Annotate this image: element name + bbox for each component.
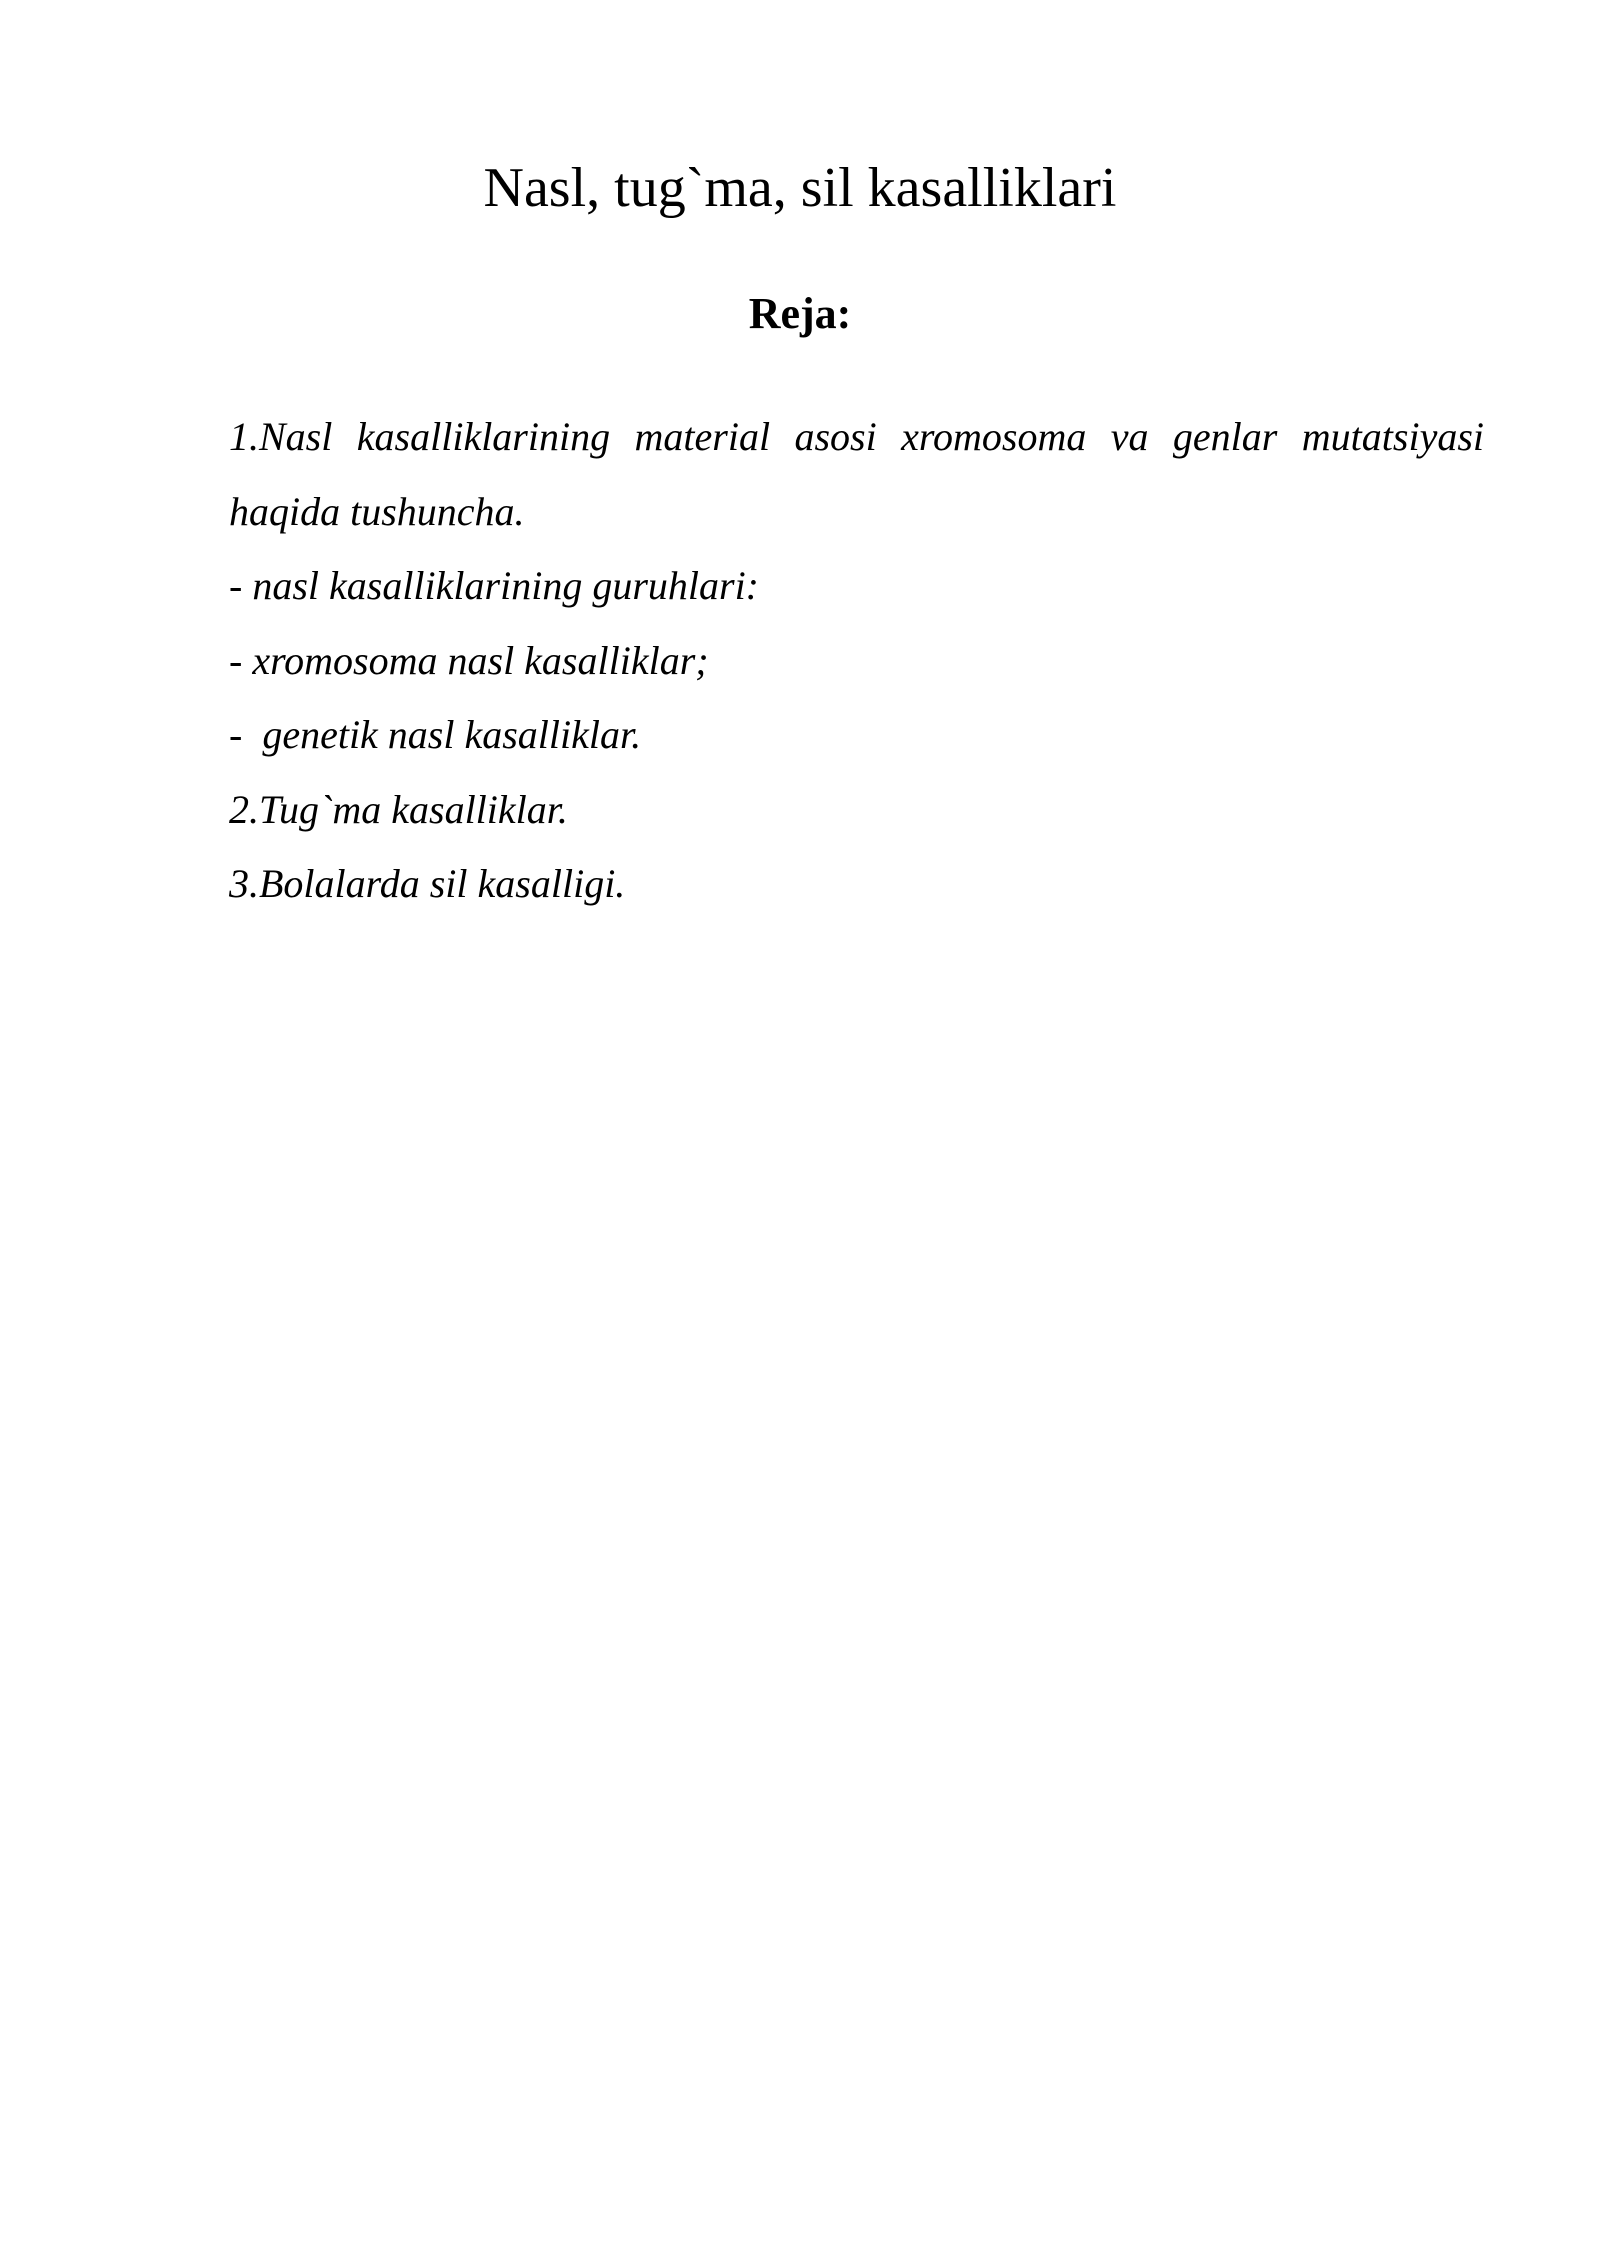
document-title: Nasl, tug`ma, sil kasalliklari [483, 157, 1117, 219]
plan-subitem-genetic: - genetik nasl kasalliklar. [229, 712, 642, 757]
plan-item-3: 3.Bolalarda sil kasalligi. [229, 861, 626, 906]
plan-subitem-groups: - nasl kasalliklarining guruhlari: [229, 563, 759, 608]
plan-heading: Reja: [748, 289, 852, 338]
plan-list [229, 400, 1484, 922]
plan-item-1: 1.Nasl kasalliklarining material asosi xromosoma va genlar mutatsiyasi [229, 414, 1484, 459]
plan-item-1-continuation: haqida tushuncha. [229, 488, 525, 534]
plan-item-2: 2.Tug`ma kasalliklar. [229, 786, 568, 832]
plan-subitem-chromosomal: - xromosoma nasl kasalliklar; [229, 637, 709, 683]
